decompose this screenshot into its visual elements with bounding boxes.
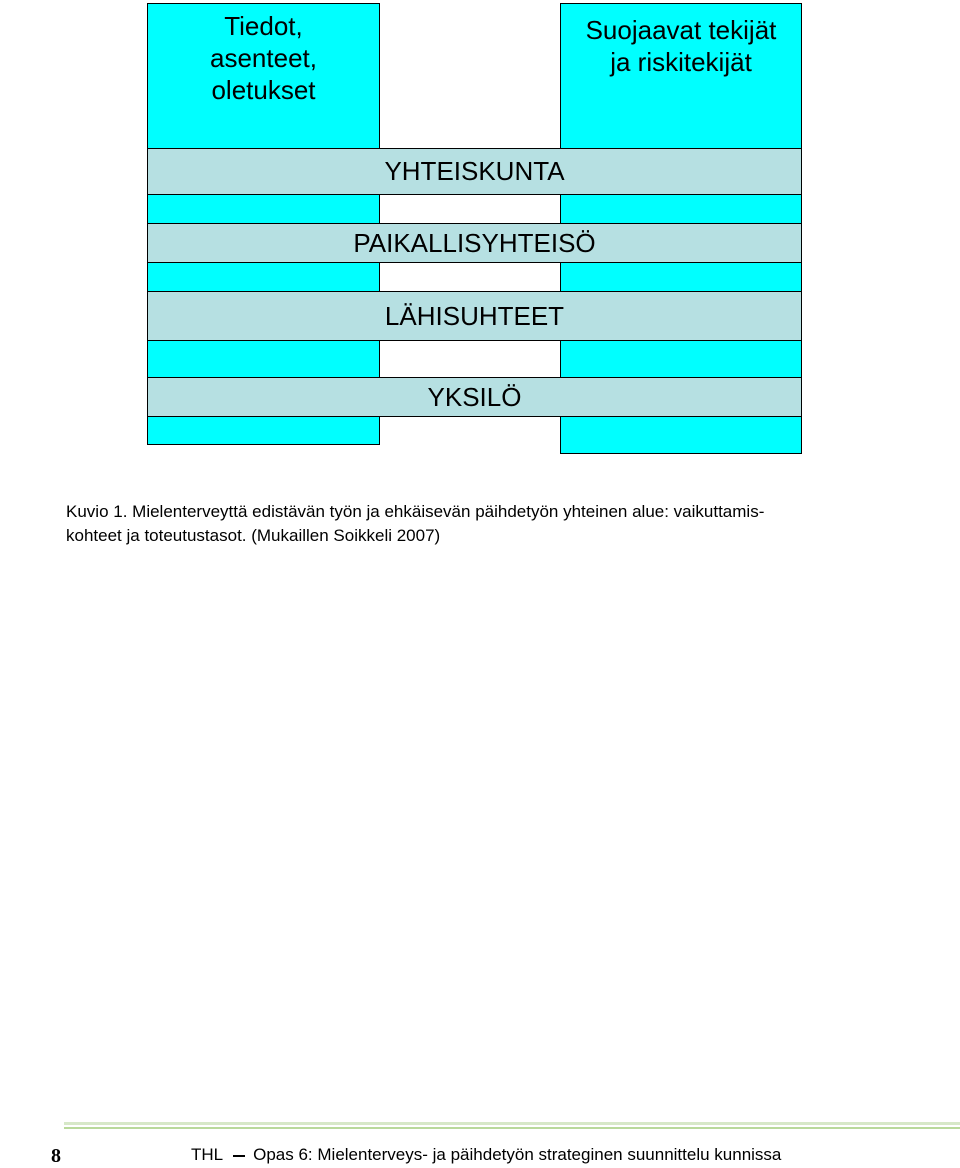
band-yhteiskunta: YHTEISKUNTA	[147, 148, 802, 195]
left-column-label: Tiedot, asenteet, oletukset	[210, 11, 317, 105]
caption-line-1: Mielenterveyttä edistävän työn ja ehkäisevän päihdetyön yhteinen alue: vaikuttamis-	[127, 502, 765, 521]
footer-dash	[233, 1155, 245, 1157]
footer-rule	[64, 1122, 960, 1125]
right-column-label: Suojaavat tekijät ja riskitekijät	[585, 15, 777, 77]
footer-title: Opas 6: Mielenterveys- ja päihdetyön strateginen suunnittelu kunnissa	[253, 1145, 782, 1164]
caption-line-2: kohteet ja toteutustasot. (Mukaillen Soikkeli 2007)	[66, 526, 441, 545]
footer-org: THL	[191, 1145, 224, 1164]
page-number: 8	[51, 1145, 61, 1167]
band-paikallisyhteiso: PAIKALLISYHTEISÖ	[147, 223, 802, 263]
figure-caption	[66, 500, 896, 548]
caption-label: Kuvio 1.	[66, 502, 128, 521]
band-lahisuhteet: LÄHISUHTEET	[147, 291, 802, 341]
footer-rule-secondary	[64, 1127, 960, 1129]
running-footer	[191, 1145, 781, 1165]
diagram	[0, 0, 960, 460]
band-yksilo: YKSILÖ	[147, 377, 802, 417]
